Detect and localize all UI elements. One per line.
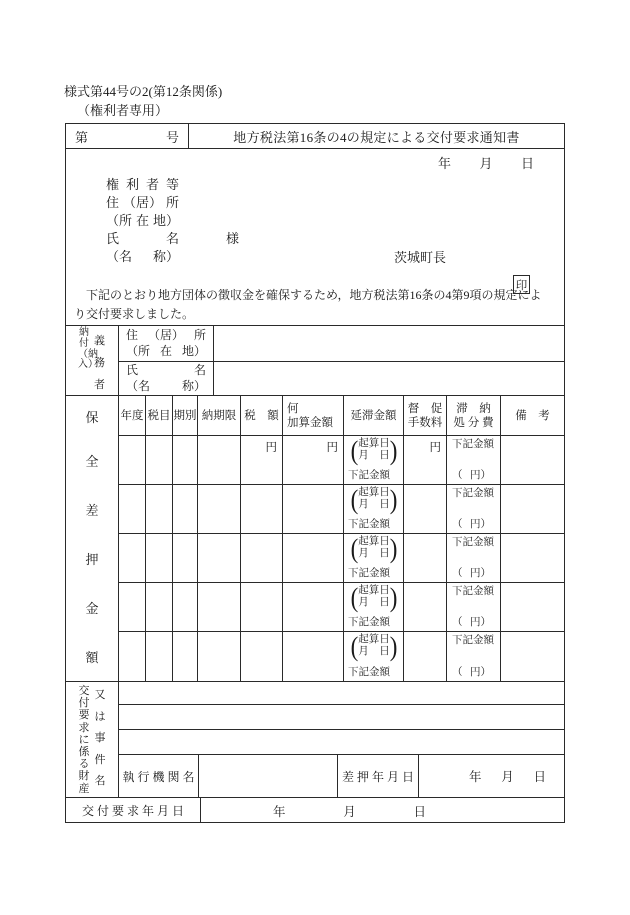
- disposal-note-line1: 下記金額: [452, 586, 494, 597]
- amount-below-note: 下記金額: [348, 470, 390, 481]
- amounts-table: [66, 396, 564, 682]
- side-label-char: 金: [85, 601, 99, 616]
- paren-open: （: [452, 519, 463, 530]
- surcharge-cell: [283, 436, 344, 485]
- yen-paren-close: 円）: [470, 667, 491, 678]
- tax-amount-cell: [241, 436, 283, 485]
- amount-below-note: 下記金額: [348, 667, 390, 678]
- tax-amount-cell: [241, 632, 283, 681]
- demand-date-label: 交 付 要 求 年 月 日: [66, 798, 201, 823]
- start-date-line2: 月 日: [358, 450, 390, 461]
- addressee-word: 利: [125, 177, 139, 192]
- header-surcharge-line2: 加算金額: [287, 416, 333, 429]
- taxpayer-address-row: [119, 326, 564, 361]
- remarks-cell: [501, 436, 564, 485]
- year-cell: [119, 534, 146, 583]
- addressee-word: 地）: [152, 213, 179, 228]
- disposal-cost-cell: [447, 534, 501, 583]
- yen-paren-close: 円）: [470, 519, 491, 530]
- side-label-char: 全: [85, 454, 99, 469]
- remarks-cell: [501, 632, 564, 681]
- yen-paren-close: 円）: [470, 568, 491, 579]
- seizure-month-label: 月: [501, 770, 514, 784]
- body-paragraph: [74, 286, 561, 324]
- start-date-line2: 月 日: [358, 499, 390, 510]
- label-word: （名: [126, 379, 151, 394]
- surcharge-cell: [283, 485, 344, 534]
- label-word: （所: [126, 344, 151, 359]
- amount-below-note: 下記金額: [348, 568, 390, 579]
- label-word: 氏: [126, 363, 139, 378]
- demand-date-value-cell: [201, 798, 564, 823]
- taxpayer-name-row: [119, 361, 564, 396]
- seizure-date-label: 差 押 年 月 日: [338, 755, 419, 797]
- big-paren-open: (: [350, 435, 359, 465]
- header-delinquency: 延滞金額: [344, 396, 404, 436]
- disposal-note-line1: 下記金額: [452, 635, 494, 646]
- yen-paren-close: 円）: [470, 617, 491, 628]
- demand-date-row: [66, 798, 564, 823]
- remarks-cell: [501, 485, 564, 534]
- delinquency-cell: [344, 583, 404, 632]
- header-surcharge-line1: 何: [287, 402, 299, 415]
- taxpayer-section: [66, 326, 564, 396]
- form-number-label: 様式第44号の2(第12条関係): [64, 84, 223, 99]
- big-paren-close: ): [389, 435, 398, 465]
- amount-below-note: 下記金額: [348, 617, 390, 628]
- side-label-char: 押: [85, 552, 99, 567]
- start-date-paren-group: [348, 631, 400, 661]
- addressee-word: 等: [165, 177, 179, 192]
- addressee-line-title: [106, 246, 179, 265]
- header-year: 年度: [119, 396, 146, 436]
- year-cell: [119, 632, 146, 681]
- paren-open: （: [452, 568, 463, 579]
- seizure-date-value-cell: [419, 755, 564, 797]
- property-section: [66, 682, 564, 798]
- label-word: 称）: [181, 379, 206, 394]
- body-line: り交付要求しました。: [74, 307, 195, 321]
- issue-date-line: [438, 153, 534, 172]
- label-word: 住: [126, 328, 139, 343]
- demand-fee-cell: [404, 436, 447, 485]
- start-date-paren-group: [348, 533, 400, 563]
- disposal-note-line2: [452, 568, 495, 579]
- demand-day-label: 日: [413, 804, 426, 819]
- taxpayer-address-label: [119, 326, 214, 361]
- header-surcharge: [283, 396, 344, 436]
- header-period: 期別: [173, 396, 198, 436]
- year-cell: [119, 485, 146, 534]
- property-side-label: [66, 682, 119, 797]
- disposal-cost-cell: [447, 436, 501, 485]
- demand-fee-cell: [404, 632, 447, 681]
- addressee-word: 権: [106, 177, 120, 192]
- tax-item-cell: [146, 436, 173, 485]
- period-cell: [173, 632, 198, 681]
- start-date-line1: 起算日: [358, 634, 390, 645]
- header-demand-fee-line2: 手数料: [407, 416, 443, 429]
- disposal-cost-cell: [447, 583, 501, 632]
- taxpayer-address-label-line1: [126, 327, 206, 343]
- seal-stamp-box: 印: [513, 275, 530, 294]
- execution-agency-value-cell: [199, 755, 338, 797]
- start-date-text: [358, 536, 390, 560]
- start-date-text: [358, 438, 390, 462]
- addressee-line-name: [106, 228, 179, 247]
- big-paren-open: (: [350, 582, 359, 612]
- addressee-word: （所: [106, 213, 133, 228]
- header-tax-amount: 税 額: [241, 396, 283, 436]
- issue-date-year-label: 年: [438, 156, 452, 171]
- tax-amount-cell: [241, 583, 283, 632]
- taxpayer-name-label-line1: [126, 362, 206, 378]
- label-word: 在: [159, 344, 172, 359]
- disposal-note-line2: [452, 519, 495, 530]
- disposal-note-line1: 下記金額: [452, 488, 494, 499]
- big-paren-open: (: [350, 631, 359, 661]
- addressee-word: 在: [135, 213, 149, 228]
- remarks-cell: [501, 534, 564, 583]
- big-paren-close: ): [389, 533, 398, 563]
- execution-agency-label: 執 行 機 関 名: [119, 755, 199, 797]
- big-paren-open: (: [350, 533, 359, 563]
- taxpayer-side-label: [66, 326, 119, 395]
- yen-paren-close: 円）: [470, 470, 491, 481]
- start-date-paren-group: [348, 435, 400, 465]
- disposal-note-line1: 下記金額: [452, 439, 494, 450]
- property-blank-row: [119, 705, 564, 730]
- start-date-text: [358, 634, 390, 658]
- tax-item-cell: [146, 485, 173, 534]
- start-date-line2: 月 日: [358, 548, 390, 559]
- label-word: 所: [193, 328, 206, 343]
- due-date-cell: [198, 436, 241, 485]
- big-paren-close: ): [389, 484, 398, 514]
- paren-open: （: [452, 617, 463, 628]
- header-disposal-cost: [447, 396, 501, 436]
- amounts-side-label: [66, 396, 119, 681]
- yen-unit-label: 円: [326, 442, 338, 454]
- disposal-cost-cell: [447, 485, 501, 534]
- issue-date-month-label: 月: [479, 156, 493, 171]
- remarks-cell: [501, 583, 564, 632]
- addressee-word: 名: [165, 231, 179, 246]
- yen-unit-label: 円: [429, 442, 441, 454]
- title-row: [66, 124, 564, 149]
- delinquency-cell: [344, 485, 404, 534]
- period-cell: [173, 436, 198, 485]
- tax-item-cell: [146, 534, 173, 583]
- side-label-char: 保: [85, 409, 99, 425]
- surcharge-cell: [283, 632, 344, 681]
- property-rows: [119, 682, 564, 797]
- header-disposal-cost-line2: 処 分 費: [453, 416, 494, 429]
- due-date-cell: [198, 534, 241, 583]
- period-cell: [173, 583, 198, 632]
- property-blank-row: [119, 682, 564, 705]
- property-side-label-col2: 又は事件名: [94, 689, 106, 787]
- delinquency-cell: [344, 436, 404, 485]
- addressee-word: 所: [165, 195, 179, 210]
- addressee-word: 称）: [152, 249, 179, 264]
- label-word: 地）: [181, 344, 206, 359]
- year-cell: [119, 436, 146, 485]
- side-label-char: 差: [85, 503, 99, 518]
- demand-fee-cell: [404, 485, 447, 534]
- addressee-word: （名: [106, 249, 133, 264]
- tax-item-cell: [146, 632, 173, 681]
- start-date-text: [358, 585, 390, 609]
- disposal-cost-cell: [447, 632, 501, 681]
- taxpayer-address-value-cell: [214, 326, 564, 361]
- due-date-cell: [198, 485, 241, 534]
- header-remarks: 備 考: [501, 396, 564, 436]
- addressee-word: （居）: [122, 195, 162, 210]
- demand-fee-cell: [404, 583, 447, 632]
- header-due-date: 納期限: [198, 396, 241, 436]
- start-date-line1: 起算日: [358, 487, 390, 498]
- form-title: 地方税法第16条の4の規定による交付要求通知書: [233, 129, 520, 145]
- honorific-label: 様: [226, 231, 240, 246]
- property-blank-row: [119, 730, 564, 755]
- start-date-paren-group: [348, 484, 400, 514]
- paren-open: （: [452, 470, 463, 481]
- big-paren-open: (: [350, 484, 359, 514]
- year-cell: [119, 583, 146, 632]
- side-label-char: 額: [85, 650, 99, 665]
- taxpayer-name-label: [119, 361, 214, 396]
- seizure-day-label: 日: [533, 770, 546, 784]
- header-tax-item: 税目: [146, 396, 173, 436]
- disposal-note-line2: [452, 667, 495, 678]
- tax-amount-cell: [241, 485, 283, 534]
- form-outer-box: [65, 123, 565, 823]
- delinquency-cell: [344, 534, 404, 583]
- seizure-year-label: 年: [469, 770, 482, 784]
- doc-number-cell: [66, 124, 189, 148]
- start-date-line1: 起算日: [358, 536, 390, 547]
- taxpayer-side-label-col2: 義務者: [94, 335, 105, 391]
- header-disposal-cost-line1: 滞 納: [456, 402, 491, 415]
- delinquency-cell: [344, 632, 404, 681]
- execution-agency-row: [119, 755, 564, 797]
- addressee-word: 者: [145, 177, 159, 192]
- start-date-line1: 起算日: [358, 585, 390, 596]
- addressee-line-rights-holder: [106, 174, 179, 193]
- disposal-note-line1: 下記金額: [452, 537, 494, 548]
- letter-head-section: [66, 149, 564, 326]
- due-date-cell: [198, 583, 241, 632]
- paren-open: （: [452, 667, 463, 678]
- amount-below-note: 下記金額: [348, 519, 390, 530]
- big-paren-close: ): [389, 631, 398, 661]
- issue-date-day-label: 日: [520, 156, 534, 171]
- taxpayer-address-label-line2: [126, 343, 206, 359]
- start-date-text: [358, 487, 390, 511]
- start-date-line1: 起算日: [358, 438, 390, 449]
- taxpayer-rows: [119, 326, 564, 395]
- demand-month-label: 月: [343, 804, 356, 819]
- header-demand-fee-line1: 督 促: [407, 402, 443, 415]
- addressee-line-address: [106, 192, 179, 211]
- form-audience-label: （権利者専用）: [77, 103, 169, 118]
- demand-fee-cell: [404, 534, 447, 583]
- surcharge-cell: [283, 583, 344, 632]
- taxpayer-name-value-cell: [214, 361, 564, 396]
- property-side-label-col1: 交付要求に係る財産: [78, 685, 90, 795]
- addressee-word: 住: [106, 195, 120, 210]
- start-date-line2: 月 日: [358, 597, 390, 608]
- tax-item-cell: [146, 583, 173, 632]
- period-cell: [173, 485, 198, 534]
- issuer-label: 茨城町長: [394, 250, 447, 265]
- disposal-note-line2: [452, 617, 495, 628]
- addressee-word: 氏: [106, 231, 120, 246]
- doc-number-suffix: 号: [165, 129, 179, 145]
- surcharge-cell: [283, 534, 344, 583]
- start-date-paren-group: [348, 582, 400, 612]
- label-word: （居）: [147, 328, 184, 343]
- period-cell: [173, 534, 198, 583]
- due-date-cell: [198, 632, 241, 681]
- header-demand-fee: [404, 396, 447, 436]
- disposal-note-line2: [452, 470, 495, 481]
- tax-amount-cell: [241, 534, 283, 583]
- taxpayer-side-label-col1: 納付（納入）: [78, 327, 98, 371]
- demand-year-label: 年: [273, 804, 286, 819]
- big-paren-close: ): [389, 582, 398, 612]
- doc-number-prefix: 第: [75, 129, 89, 145]
- label-word: 名: [193, 363, 206, 378]
- body-line: 下記のとおり地方団体の徴収金を確保するため，地方税法第16条の4第9項の規定によ: [86, 288, 542, 302]
- start-date-line2: 月 日: [358, 646, 390, 657]
- taxpayer-name-label-line2: [126, 378, 206, 394]
- addressee-line-location: [106, 210, 179, 229]
- yen-unit-label: 円: [265, 442, 277, 454]
